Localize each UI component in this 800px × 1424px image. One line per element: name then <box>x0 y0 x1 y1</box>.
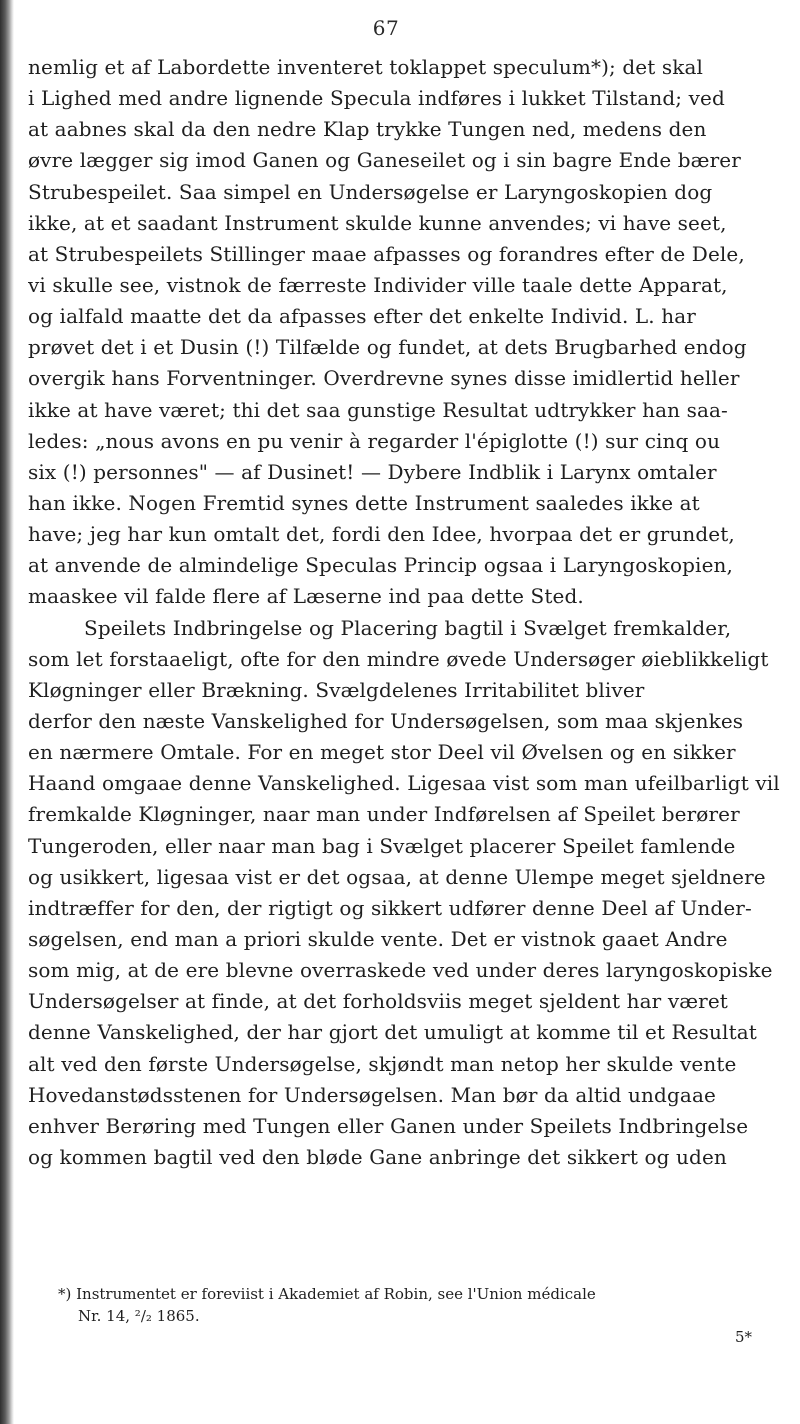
text-line: derfor den næste Vanskelighed for Undersøgelsen, som maa skjenkes <box>28 708 744 733</box>
text-line: ikke, at et saadant Instrument skulde kunne anvendes; vi have seet, <box>28 210 727 235</box>
text-line: enhver Berøring med Tungen eller Ganen under Speilets Indbringelse <box>28 1113 749 1138</box>
footnote <box>58 1283 788 1327</box>
text-line: og kommen bagtil ved den bløde Gane anbringe det sikkert og uden <box>28 1144 727 1169</box>
body-text <box>28 52 782 1173</box>
text-line: indtræffer for den, der rigtigt og sikkert udfører denne Deel af Under- <box>28 895 752 920</box>
text-line: have; jeg har kun omtalt det, fordi den Idee, hvorpaa det er grundet, <box>28 522 735 547</box>
text-line: at anvende de almindelige Speculas Princip ogsaa i Laryngoskopien, <box>28 553 734 578</box>
page-binding-edge <box>0 0 14 1424</box>
text-line: øvre lægger sig imod Ganen og Ganeseilet og i sin bagre Ende bærer <box>28 148 741 173</box>
text-line: Hovedanstødsstenen for Undersøgelsen. Man bør da altid undgaae <box>28 1082 716 1107</box>
text-line: og usikkert, ligesaa vist er det ogsaa, at denne Ulempe meget sjeldnere <box>28 864 766 889</box>
text-line: at aabnes skal da den nedre Klap trykke Tungen ned, medens den <box>28 117 707 142</box>
text-line: ledes: „nous avons en pu venir à regarder l'épiglotte (!) sur cinq ou <box>28 428 721 453</box>
signature-mark: 5* <box>735 1328 753 1346</box>
text-line: nemlig et af Labordette inventeret toklappet speculum*); det skal <box>28 55 704 79</box>
text-line: Undersøgelser at finde, at det forholdsviis meget sjeldent har været <box>28 989 728 1014</box>
text-line: ikke at have været; thi det saa gunstige Resultat udtrykker han saa- <box>28 397 728 422</box>
text-line: Kløgninger eller Brækning. Svælgdelenes Irritabilitet bliver <box>28 677 645 702</box>
text-line: Haand omgaae denne Vanskelighed. Ligesaa vist som man ufeilbarligt vil <box>28 771 780 796</box>
text-line: og ialfald maatte det da afpasses efter det enkelte Individ. L. har <box>28 304 696 329</box>
text-line: en nærmere Omtale. For en meget stor Deel vil Øvelsen og en sikker <box>28 740 736 765</box>
text-line: Strubespeilet. Saa simpel en Undersøgelse er Laryngoskopien dog <box>28 179 713 204</box>
text-line: som mig, at de ere blevne overraskede ved under deres laryngoskopiske <box>28 958 773 983</box>
text-line: six (!) personnes" — af Dusinet! — Dybere Indblik i Larynx omtaler <box>28 459 717 484</box>
footnote-line: Nr. 14, ²/₂ 1865. <box>78 1307 200 1325</box>
text-line: maaskee vil falde flere af Læserne ind paa dette Sted. <box>28 584 584 609</box>
paragraph-start-line: Speilets Indbringelse og Placering bagtil i Svælget fremkalder, <box>84 615 732 640</box>
footnote-line: *) Instrumentet er foreviist i Akademiet af Robin, see l'Union médicale <box>58 1285 596 1303</box>
page-number: 67 <box>372 16 400 40</box>
text-line: i Lighed med andre lignende Specula indføres i lukket Tilstand; ved <box>28 86 725 111</box>
text-line: prøvet det i et Dusin (!) Tilfælde og fundet, at dets Brugbarhed endog <box>28 335 747 360</box>
text-line: Tungeroden, eller naar man bag i Svælget placerer Speilet famlende <box>28 833 736 858</box>
text-line: alt ved den første Undersøgelse, skjøndt man netop her skulde vente <box>28 1051 737 1076</box>
text-line: overgik hans Forventninger. Overdrevne synes disse imidlertid heller <box>28 366 740 391</box>
text-line: fremkalde Kløgninger, naar man under Indførelsen af Speilet berører <box>28 802 740 827</box>
text-line: han ikke. Nogen Fremtid synes dette Instrument saaledes ikke at <box>28 490 700 515</box>
text-line: vi skulle see, vistnok de færreste Individer ville taale dette Apparat, <box>28 272 728 297</box>
text-line: søgelsen, end man a priori skulde vente. Det er vistnok gaaet Andre <box>28 926 728 951</box>
text-line: denne Vanskelighed, der har gjort det umuligt at komme til et Resultat <box>28 1020 757 1045</box>
text-line: som let forstaaeligt, ofte for den mindre øvede Undersøger øieblikkeligt <box>28 646 769 671</box>
text-line: at Strubespeilets Stillinger maae afpasses og forandres efter de Dele, <box>28 241 745 266</box>
